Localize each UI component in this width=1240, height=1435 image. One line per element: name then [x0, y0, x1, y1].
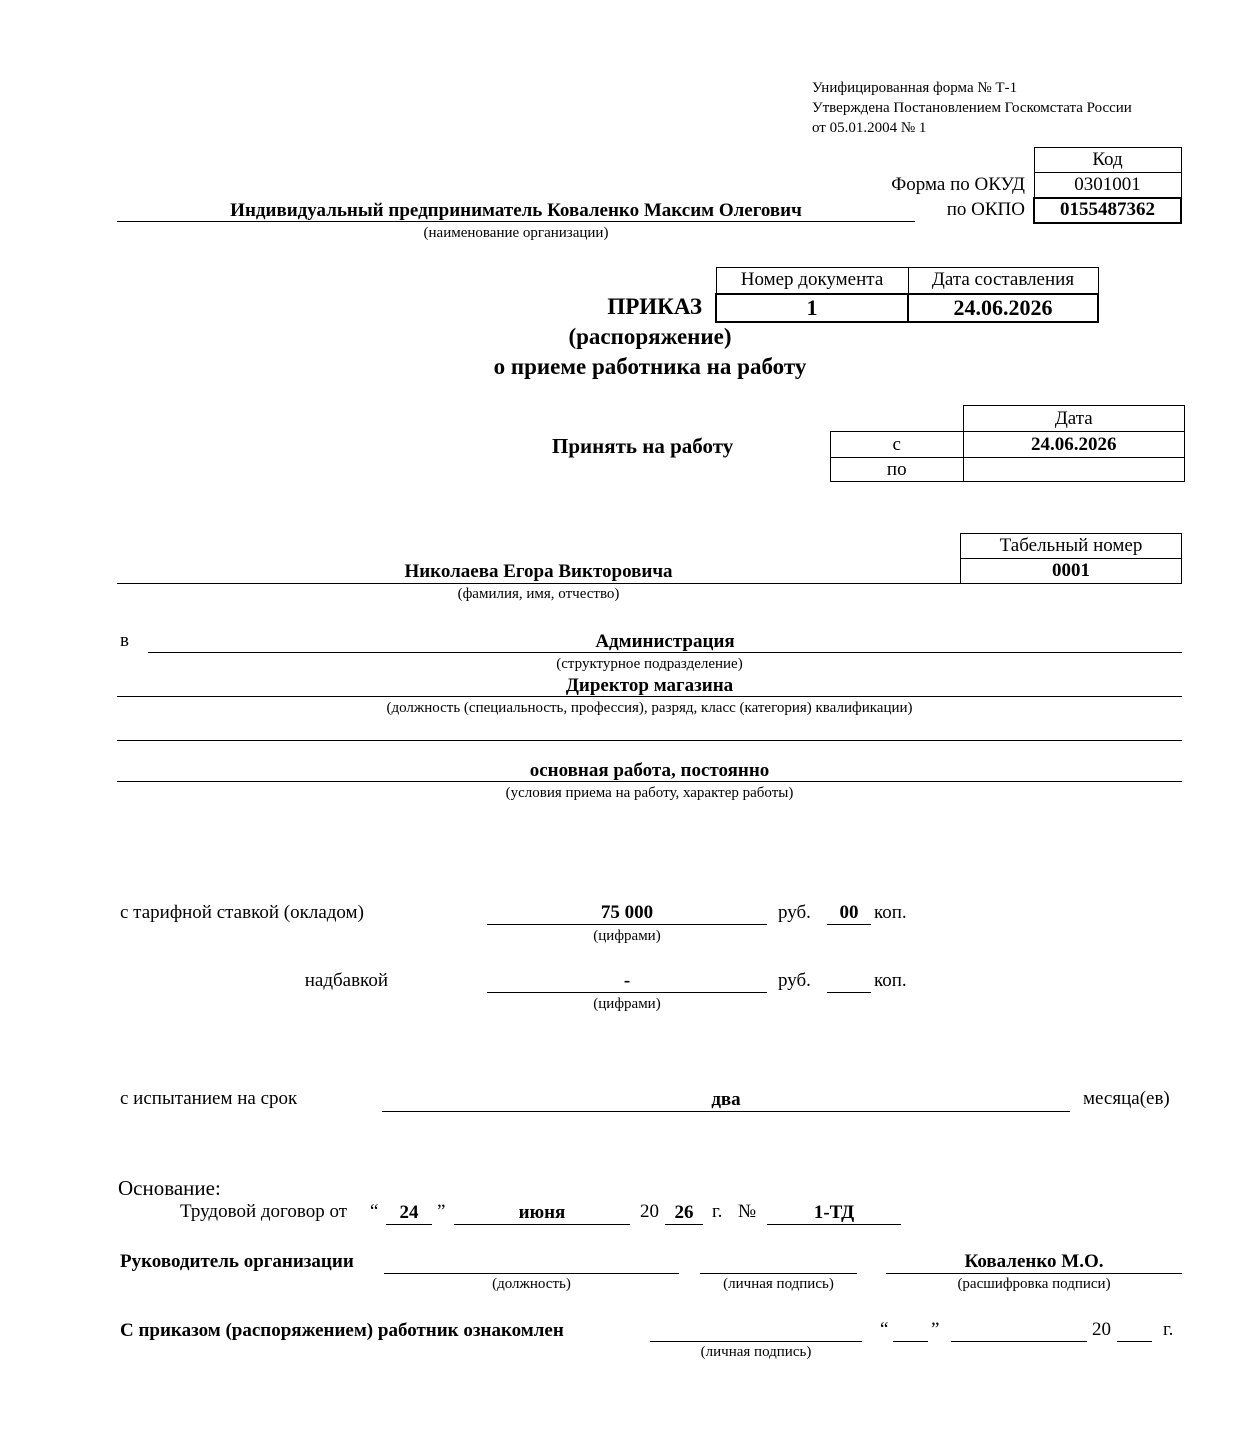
position-extra-line: [117, 740, 1182, 741]
basis-year-prefix: 20: [640, 1201, 659, 1222]
salary-kop-value: 00: [839, 902, 859, 923]
basis-number: 1-ТД: [813, 1202, 855, 1223]
basis-month: июня: [518, 1202, 566, 1223]
conditions-line: [117, 781, 1182, 782]
form-header-line1: Унифицированная форма № Т-1: [812, 80, 1018, 96]
bonus-caption: (цифрами): [593, 996, 661, 1012]
basis-close-quote: ”: [437, 1201, 446, 1222]
acquainted-day-line: [893, 1341, 928, 1342]
hire-to-label: по: [831, 458, 964, 482]
basis-contract-prefix: Трудовой договор от: [180, 1201, 347, 1222]
tab-number-value: 0001: [961, 559, 1182, 584]
basis-day-line: [386, 1224, 432, 1225]
salary-rub-label: руб.: [778, 902, 811, 923]
document-title: ПРИКАЗ: [607, 294, 702, 319]
hire-label: Принять на работу: [552, 434, 734, 458]
conditions-value: основная работа, постоянно: [529, 760, 770, 781]
employee-name-caption: (фамилия, имя, отчество): [457, 586, 620, 602]
code-header: Код: [1034, 148, 1181, 173]
bonus-rub-label: руб.: [778, 970, 811, 991]
position-caption: (должность (специальность, профессия), разряд, класс (категория) квалификации): [386, 700, 913, 716]
bonus-kop-line: [827, 992, 871, 993]
acquainted-year-label: г.: [1163, 1319, 1174, 1340]
basis-month-line: [454, 1224, 630, 1225]
hire-empty-cell: [831, 406, 964, 432]
form-header-line3: от 05.01.2004 № 1: [812, 120, 927, 136]
salary-kop-line: [827, 924, 871, 925]
head-signature-caption: (личная подпись): [723, 1276, 834, 1292]
department-value: Администрация: [595, 631, 735, 652]
head-decode-line: [886, 1273, 1182, 1274]
acquainted-year-prefix: 20: [1092, 1319, 1111, 1340]
tab-number-header: Табельный номер: [961, 534, 1182, 559]
head-position-line: [384, 1273, 679, 1274]
position-line: [117, 696, 1182, 697]
organization-line: [117, 221, 915, 222]
department-prefix: в: [120, 630, 129, 651]
conditions-caption: (условия приема на работу, характер работы): [505, 785, 794, 801]
head-decode-value: Коваленко М.О.: [964, 1251, 1104, 1272]
acquainted-signature-caption: (личная подпись): [700, 1344, 812, 1360]
bonus-rub-value: -: [623, 970, 631, 991]
okpo-value: 0155487362: [1034, 198, 1181, 223]
acquainted-signature-line: [650, 1341, 862, 1342]
position-value: Директор магазина: [565, 675, 734, 696]
bonus-rub-line: [487, 992, 767, 993]
basis-label: Основание:: [118, 1176, 221, 1200]
form-header: [812, 78, 1132, 138]
head-position-caption: (должность): [492, 1276, 571, 1292]
acquainted-month-line: [951, 1341, 1087, 1342]
document-number: 1: [716, 294, 908, 322]
head-signature-line: [700, 1273, 857, 1274]
salary-label: с тарифной ставкой (окладом): [120, 902, 364, 923]
form-header-line2: Утверждена Постановлением Госкомстата России: [812, 100, 1132, 116]
hire-from-date: 24.06.2026: [963, 432, 1185, 458]
tab-number-table: [960, 533, 1182, 584]
document-date-header: Дата составления: [908, 268, 1098, 294]
salary-kop-label: коп.: [874, 902, 907, 923]
probation-unit: месяца(ев): [1083, 1088, 1170, 1109]
probation-label: с испытанием на срок: [120, 1088, 298, 1109]
basis-year-line: [665, 1224, 703, 1225]
basis-number-label: №: [738, 1201, 757, 1222]
head-decode-caption: (расшифровка подписи): [957, 1276, 1111, 1292]
organization-name: Индивидуальный предприниматель Коваленко Максим Олегович: [230, 200, 802, 221]
employee-name-line: [117, 583, 960, 584]
okud-value: 0301001: [1034, 173, 1181, 198]
code-table: [1033, 147, 1182, 224]
basis-number-line: [767, 1224, 901, 1225]
document-number-header: Номер документа: [716, 268, 908, 294]
basis-open-quote: “: [370, 1201, 379, 1222]
department-caption: (структурное подразделение): [556, 656, 743, 672]
basis-year-suffix: 26: [674, 1202, 694, 1223]
acquainted-year-line: [1117, 1341, 1152, 1342]
salary-rub-line: [487, 924, 767, 925]
acquainted-close-quote: ”: [931, 1319, 940, 1340]
hire-date-table: [830, 405, 1185, 482]
acquainted-open-quote: “: [880, 1319, 889, 1340]
document-table: [715, 267, 1099, 323]
document-date: 24.06.2026: [908, 294, 1098, 322]
bonus-label: надбавкой: [304, 970, 388, 991]
acquainted-label: С приказом (распоряжением) работник ознакомлен: [120, 1320, 564, 1341]
salary-caption: (цифрами): [593, 928, 661, 944]
bonus-kop-label: коп.: [874, 970, 907, 991]
document-subject: о приеме работника на работу: [493, 354, 807, 379]
basis-day: 24: [399, 1202, 419, 1223]
head-label: Руководитель организации: [120, 1251, 354, 1272]
okud-label: Форма по ОКУД: [891, 174, 1025, 195]
salary-rub-value: 75 000: [600, 902, 654, 923]
hire-to-date: [963, 458, 1185, 482]
document-subtitle: (распоряжение): [568, 324, 732, 349]
probation-line: [382, 1111, 1070, 1112]
okpo-label: по ОКПО: [946, 199, 1025, 220]
employee-name: Николаева Егора Викторовича: [404, 561, 673, 582]
basis-year-label: г.: [712, 1201, 723, 1222]
organization-caption: (наименование организации): [423, 225, 609, 241]
department-line: [148, 652, 1182, 653]
hire-from-label: с: [831, 432, 964, 458]
probation-value: два: [711, 1089, 741, 1110]
hire-date-header: Дата: [963, 406, 1185, 432]
